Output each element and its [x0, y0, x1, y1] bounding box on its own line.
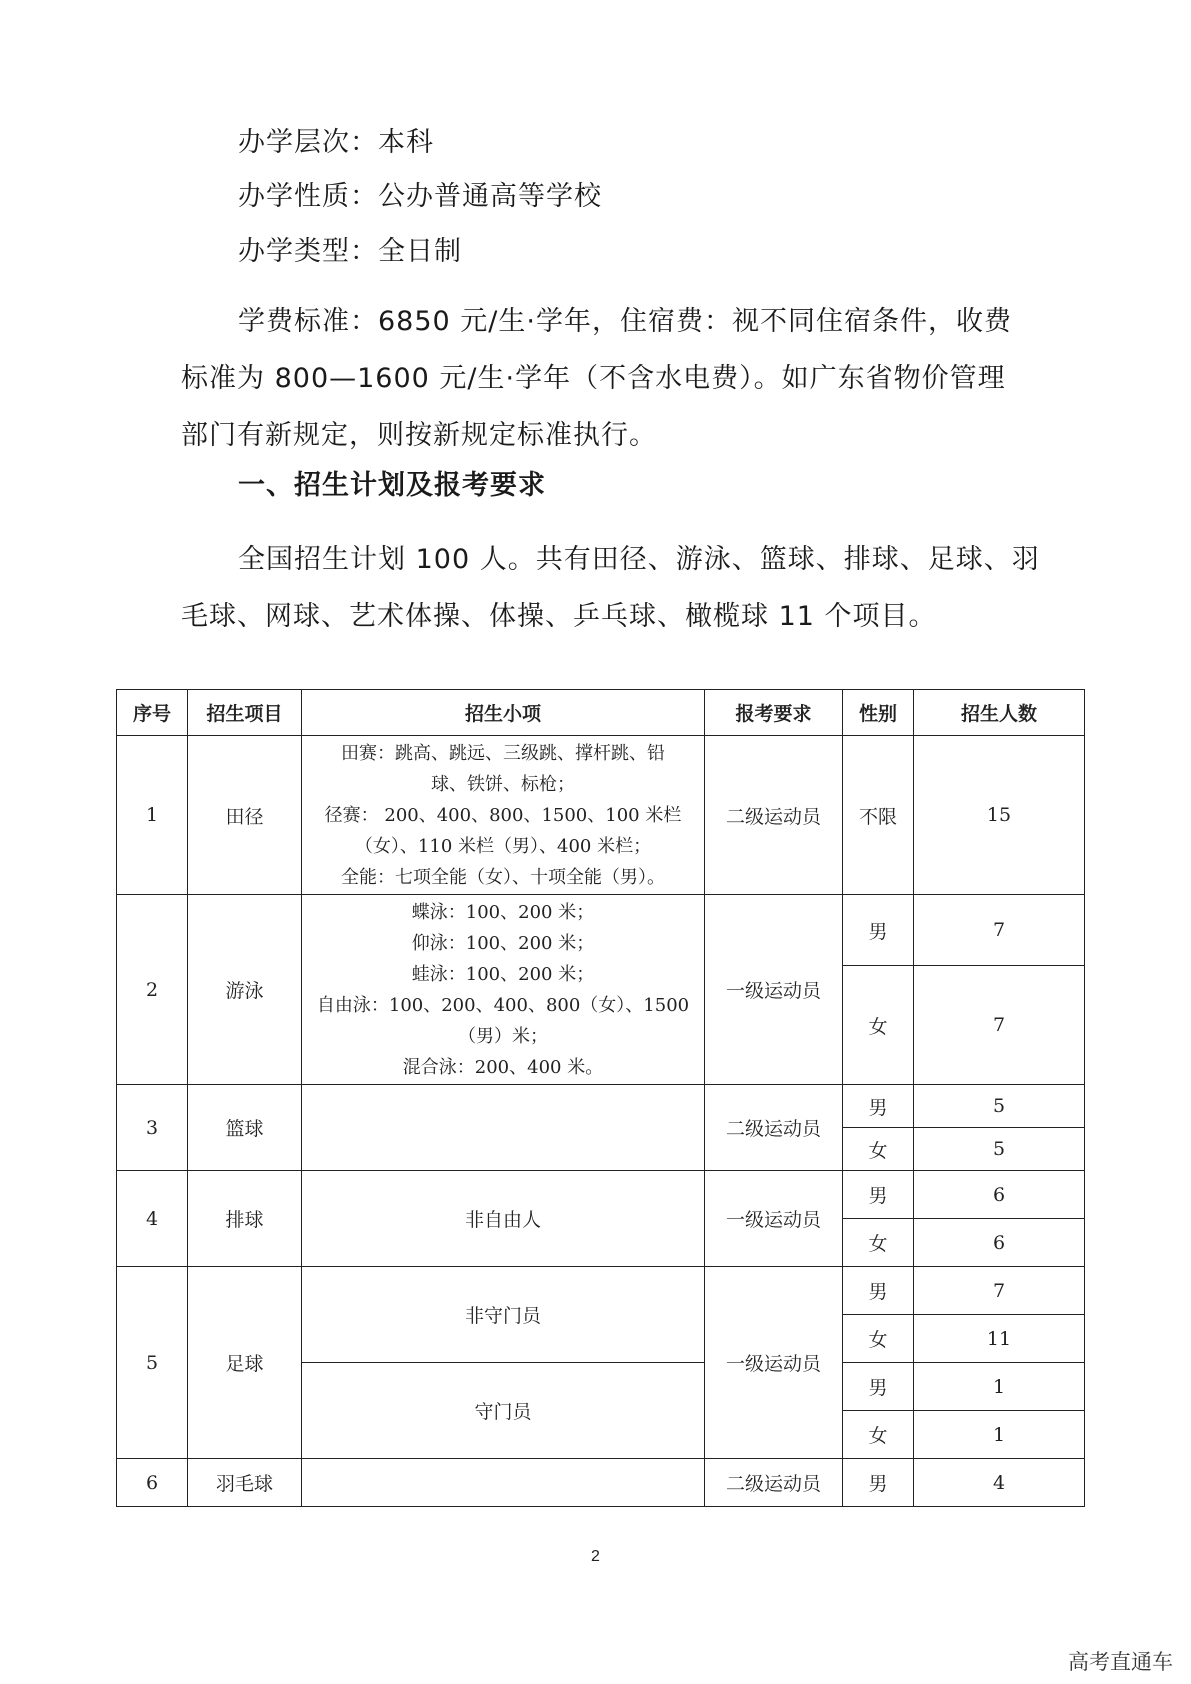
row-count: 6 — [914, 1171, 1085, 1219]
header-requirement: 报考要求 — [705, 690, 843, 736]
event-line: 球、铁饼、标枪； — [431, 773, 575, 795]
row-sport: 羽毛球 — [188, 1459, 302, 1507]
row-requirement: 一级运动员 — [705, 1267, 843, 1459]
header-sport: 招生项目 — [188, 690, 302, 736]
school-type: 办学类型：全日制 — [238, 236, 462, 267]
row-count: 7 — [914, 966, 1085, 1085]
enrollment-table — [116, 689, 1085, 1507]
row-count: 5 — [914, 1085, 1085, 1128]
row-no: 1 — [117, 736, 188, 895]
tuition-line-2: 标准为 800—1600 元/生·学年（不含水电费）。如广东省物价管理 — [181, 363, 1006, 394]
event-line: （女）、110 米栏（男）、400 米栏； — [354, 835, 652, 857]
row-sport: 足球 — [188, 1267, 302, 1459]
event-line: 径赛： 200、400、800、1500、100 米栏 — [324, 804, 682, 826]
row-requirement: 二级运动员 — [705, 1085, 843, 1171]
row-requirement: 一级运动员 — [705, 895, 843, 1085]
row-gender: 女 — [843, 1411, 914, 1459]
row-count: 15 — [914, 736, 1085, 895]
row-count: 7 — [914, 1267, 1085, 1315]
event-line: 蝶泳：100、200 米； — [411, 901, 595, 923]
row-events: 非守门员 — [302, 1267, 705, 1363]
row-gender: 男 — [843, 1085, 914, 1128]
row-no: 6 — [117, 1459, 188, 1507]
row-requirement: 二级运动员 — [705, 736, 843, 895]
row-gender: 不限 — [843, 736, 914, 895]
watermark-text: 高考直通车 — [1068, 1650, 1173, 1674]
row-gender: 男 — [843, 1267, 914, 1315]
row-events: 守门员 — [302, 1363, 705, 1459]
row-no: 2 — [117, 895, 188, 1085]
row-events — [302, 736, 705, 895]
row-sport: 篮球 — [188, 1085, 302, 1171]
header-no: 序号 — [117, 690, 188, 736]
row-gender: 女 — [843, 1315, 914, 1363]
plan-line-2: 毛球、网球、艺术体操、体操、乒乓球、橄榄球 11 个项目。 — [181, 601, 937, 632]
row-events — [302, 1459, 705, 1507]
row-events — [302, 895, 705, 1085]
table-row — [117, 736, 1085, 895]
table-row — [117, 895, 1085, 966]
row-no: 3 — [117, 1085, 188, 1171]
row-sport: 游泳 — [188, 895, 302, 1085]
event-line: 混合泳：200、400 米。 — [402, 1056, 604, 1078]
row-gender: 女 — [843, 1219, 914, 1267]
school-level: 办学层次：本科 — [238, 127, 434, 158]
row-no: 5 — [117, 1267, 188, 1459]
row-gender: 男 — [843, 1363, 914, 1411]
header-events: 招生小项 — [302, 690, 705, 736]
table-header-row — [117, 690, 1085, 736]
table-row — [117, 1085, 1085, 1128]
row-count: 4 — [914, 1459, 1085, 1507]
row-requirement: 一级运动员 — [705, 1171, 843, 1267]
event-line: 田赛：跳高、跳远、三级跳、撑杆跳、铅 — [341, 742, 665, 764]
table-row — [117, 1171, 1085, 1219]
event-line: （男）米； — [458, 1025, 548, 1047]
table-row — [117, 1459, 1085, 1507]
tuition-line-1: 学费标准：6850 元/生·学年，住宿费：视不同住宿条件，收费 — [238, 306, 1012, 337]
row-gender: 女 — [843, 1128, 914, 1171]
row-count: 6 — [914, 1219, 1085, 1267]
row-count: 1 — [914, 1363, 1085, 1411]
header-count: 招生人数 — [914, 690, 1085, 736]
row-gender: 男 — [843, 1171, 914, 1219]
header-gender: 性别 — [843, 690, 914, 736]
event-line: 全能：七项全能（女）、十项全能（男）。 — [341, 866, 665, 888]
event-line: 蛙泳：100、200 米； — [411, 963, 595, 985]
table-row — [117, 1267, 1085, 1315]
row-events — [302, 1085, 705, 1171]
school-nature: 办学性质：公办普通高等学校 — [238, 181, 602, 212]
row-gender: 男 — [843, 895, 914, 966]
row-count: 5 — [914, 1128, 1085, 1171]
row-no: 4 — [117, 1171, 188, 1267]
row-requirement: 二级运动员 — [705, 1459, 843, 1507]
tuition-line-3: 部门有新规定，则按新规定标准执行。 — [181, 420, 657, 451]
section-heading: 一、招生计划及报考要求 — [238, 470, 546, 501]
event-line: 自由泳：100、200、400、800（女）、1500 — [316, 994, 690, 1016]
row-sport: 田径 — [188, 736, 302, 895]
row-count: 11 — [914, 1315, 1085, 1363]
row-events: 非自由人 — [302, 1171, 705, 1267]
row-gender: 男 — [843, 1459, 914, 1507]
page-number: 2 — [591, 1548, 600, 1565]
plan-line-1: 全国招生计划 100 人。共有田径、游泳、篮球、排球、足球、羽 — [238, 544, 1040, 575]
row-count: 1 — [914, 1411, 1085, 1459]
row-gender: 女 — [843, 966, 914, 1085]
event-line: 仰泳：100、200 米； — [411, 932, 595, 954]
row-sport: 排球 — [188, 1171, 302, 1267]
row-count: 7 — [914, 895, 1085, 966]
